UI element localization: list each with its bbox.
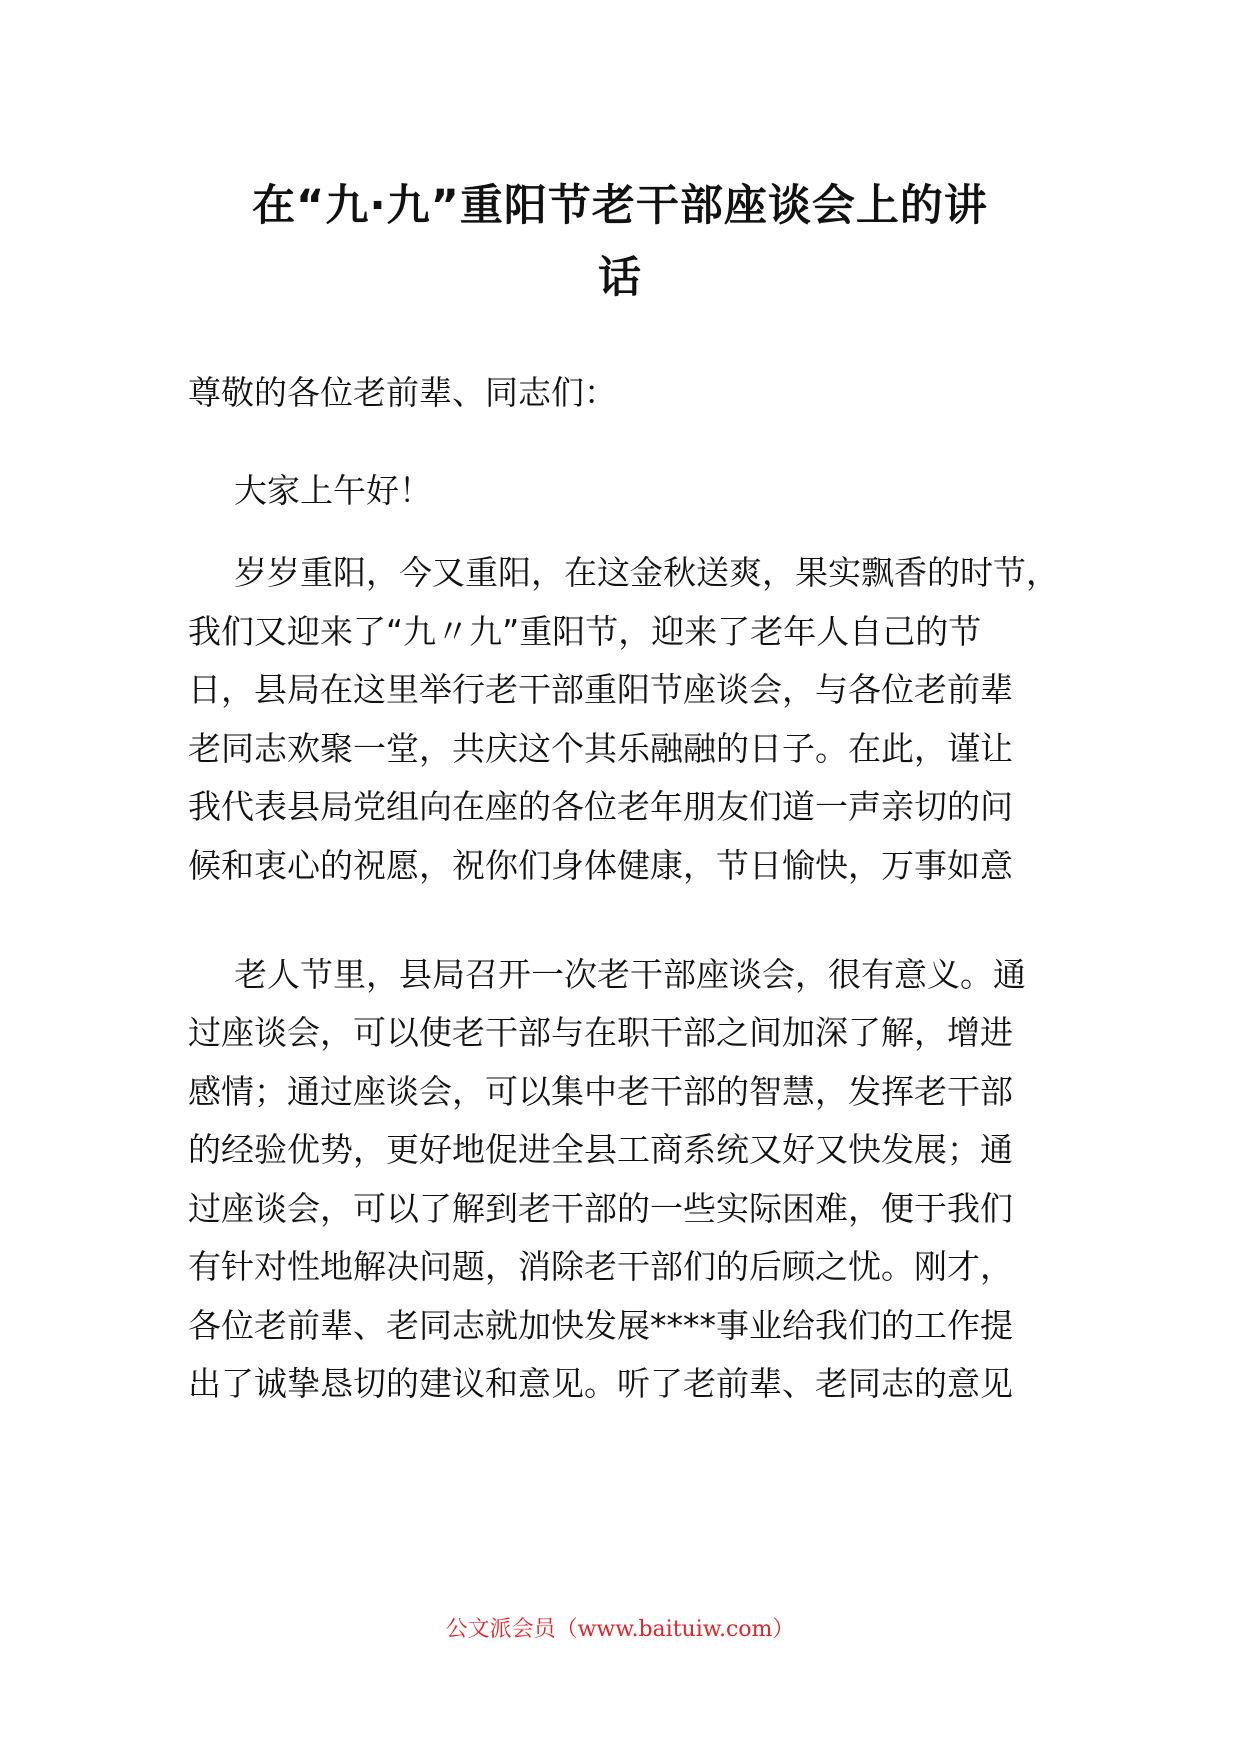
paragraph-line: 老同志欢聚一堂，共庆这个其乐融融的日子。在此，谨让 [188, 729, 1013, 768]
paragraph-line: 各位老前辈、老同志就加快发展****事业给我们的工作提 [188, 1306, 1013, 1345]
paragraph-line: 有针对性地解决问题，消除老干部们的后顾之忧。刚才， [188, 1247, 1013, 1286]
paragraph-line: 老人节里，县局召开一次老干部座谈会，很有意义。通 [234, 955, 1026, 994]
title-line-2: 话 [598, 253, 642, 303]
title-line-1: 在“九·九”重阳节老干部座谈会上的讲 [252, 181, 988, 231]
greeting: 大家上午好！ [234, 471, 432, 510]
document-title [170, 170, 1070, 314]
salutation: 尊敬的各位老前辈、同志们： [188, 373, 617, 412]
paragraph-line: 过座谈会，可以了解到老干部的一些实际困难，便于我们 [188, 1189, 1013, 1228]
paragraph-line: 我代表县局党组向在座的各位老年朋友们道一声亲切的问 [188, 787, 1013, 826]
paragraph-line: 过座谈会，可以使老干部与在职干部之间加深了解，增进 [188, 1013, 1013, 1052]
footer-watermark: 公文派会员（www.baituiw.com） [445, 1617, 795, 1642]
paragraph-line: 岁岁重阳，今又重阳，在这金秋送爽，果实飘香的时节， [234, 553, 1059, 592]
paragraph-line: 候和衷心的祝愿，祝你们身体健康，节日愉快，万事如意 [188, 846, 1013, 885]
paragraph-line: 日，县局在这里举行老干部重阳节座谈会，与各位老前辈 [188, 670, 1013, 709]
paragraph-line: 出了诚挚恳切的建议和意见。听了老前辈、老同志的意见 [188, 1364, 1013, 1403]
paragraph-line: 我们又迎来了“九〃九”重阳节，迎来了老年人自己的节 [188, 612, 982, 651]
paragraph-line: 感情；通过座谈会，可以集中老干部的智慧，发挥老干部 [188, 1072, 1013, 1111]
paragraph-line: 的经验优势，更好地促进全县工商系统又好又快发展；通 [188, 1130, 1013, 1169]
